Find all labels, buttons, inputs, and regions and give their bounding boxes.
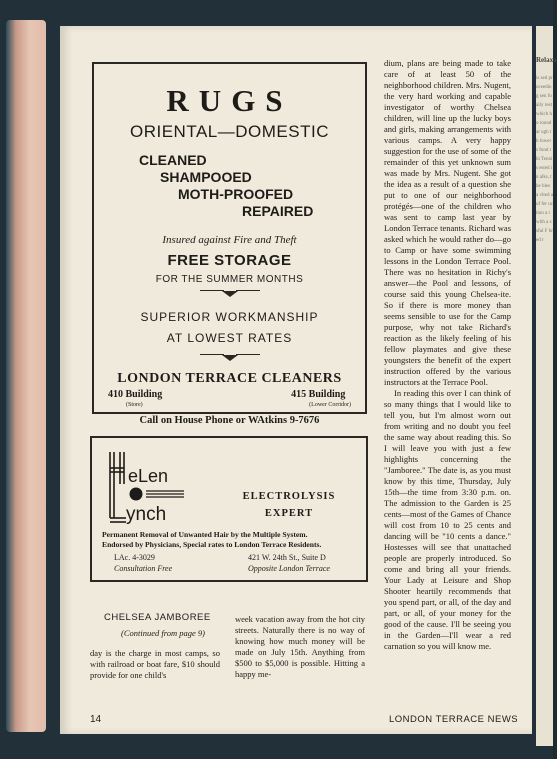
services-list	[94, 152, 365, 220]
right-building: 415 Building (Lower Corridor)	[291, 389, 351, 408]
phone-block: LAc. 4-3029 Consultation Free	[114, 553, 173, 573]
rugs-subhead: ORIENTAL—DOMESTIC	[130, 122, 329, 141]
company-name: LONDON TERRACE CLEANERS	[117, 371, 342, 386]
insured-line: Insured against Fire and Theft	[162, 234, 297, 246]
service-item: CLEANED	[139, 152, 207, 168]
next-page-fragment	[536, 26, 557, 746]
page-edges	[6, 20, 46, 732]
next-page-title: Relaxa	[536, 56, 557, 64]
service-item: SHAMPOOED	[160, 169, 252, 185]
call-line: Call on House Phone or WAtkins 9-7676	[139, 415, 320, 426]
svg-text:ynch: ynch	[126, 504, 167, 525]
rates-line: AT LOWEST RATES	[166, 331, 293, 345]
article-heading: CHELSEA JAMBOREE	[104, 612, 211, 623]
free-storage: FREE STORAGE	[167, 252, 292, 269]
continued-note: (Continued from page 9)	[121, 628, 205, 638]
electrolysis-advertisement	[90, 436, 368, 582]
paragraph: dium, plans are being made to take care of at least 50 of the neighborhood children. Mrs. Nugent, the very hard working and capable investigator of worthy Chelsea children, will line up the lucky boys and girls, making arrangements with various camps. A very happy suggestion for the use of some of the remainder of this yet unknown sum was made by Mrs. Nugent. She got the idea as a result of a question she put to one of our neighborhood protégés—one of the children who was sent to camp last year by London Terrace tenants. Richard was asked which he would rather do—go to Camp or have some swimming lessons in the London Terrace Pool. There was no hesitation in Richy's answer—the Pool and lessons, of course said this young Chelsea-ite. So if there is more money than seems sensible to use for the Camp purpose, why not take Richard's reaction as the likely feeling of his fellow playmates and give these youngsters the benefit of the expert instruction offered by the various instructors at the Terrace Pool.	[384, 58, 511, 387]
article-column-c	[384, 58, 511, 652]
paragraph: In reading this over I can think of so many things that I would like to tell you, but I'm almost worn out from writing and no doubt you feel the same way about reading this. So I will leave you with just a few highlights concerning the "Jamboree." The date is, as you must know by this time, Thursday, July 15th—the time from 3:30 p.m. on. The admission to the Garden is 25 cents—most of the Games of Chance will cost from 10 to 25 cents and dancing will be "10 cents a dance." Hostesses will see that unattached people are properly introduced. So come and bring all your friends. Your Lady at Leisure and Shop Shooter heartily recommends that you spend part, or all, of the day and part, or all, of your money for the good of the cause. I'll be seeing you in the Garden—I'll wear a red carnation so you will know me.	[384, 388, 511, 651]
building-locations	[94, 389, 365, 411]
service-item: REPAIRED	[242, 203, 314, 219]
magazine-page	[60, 26, 532, 734]
electrolysis-title: ELECTROLYSIS EXPERT	[242, 491, 336, 519]
page-number: 14	[90, 714, 102, 725]
helen-lynch-logo	[106, 448, 188, 526]
summer-months: FOR THE SUMMER MONTHS	[155, 274, 304, 285]
divider-arrow-icon	[222, 291, 238, 297]
article-column-b: week vacation away from the hot city streets. Naturally there is no way of knowing how much money will be made on July 15th. Anything from $500 to $5,000 is possible. Hitting a happy me-	[235, 614, 365, 679]
svg-text:eLen: eLen	[128, 466, 169, 486]
service-item: MOTH-PROOFED	[178, 186, 294, 202]
publication-name: LONDON TERRACE NEWS	[389, 714, 519, 725]
next-page-text: is sed proceeding sen fo aily rest which ho roundar ugh th lowers fund thi Tennis ested in alks, the bles a vited a of fer uction a r with a ssful F bred r	[536, 76, 553, 243]
address-block: 421 W. 24th St., Suite D Opposite London Terrace	[248, 553, 330, 573]
superior-line: SUPERIOR WORKMANSHIP	[140, 310, 319, 324]
left-building: 410 Building (Store)	[108, 389, 163, 408]
workmanship-block	[94, 307, 365, 349]
article-column-a: day is the charge in most camps, so with railroad or boat fare, $10 should provide for one child's	[90, 648, 220, 680]
service-description: Permanent Removal of Unwanted Hair by the Multiple System. Endorsed by Physicians, Special rates to London Terrace Residents.	[102, 530, 322, 549]
rugs-advertisement	[92, 62, 367, 426]
rugs-headline: RUGS	[166, 83, 293, 118]
divider-arrow-icon	[222, 355, 238, 361]
